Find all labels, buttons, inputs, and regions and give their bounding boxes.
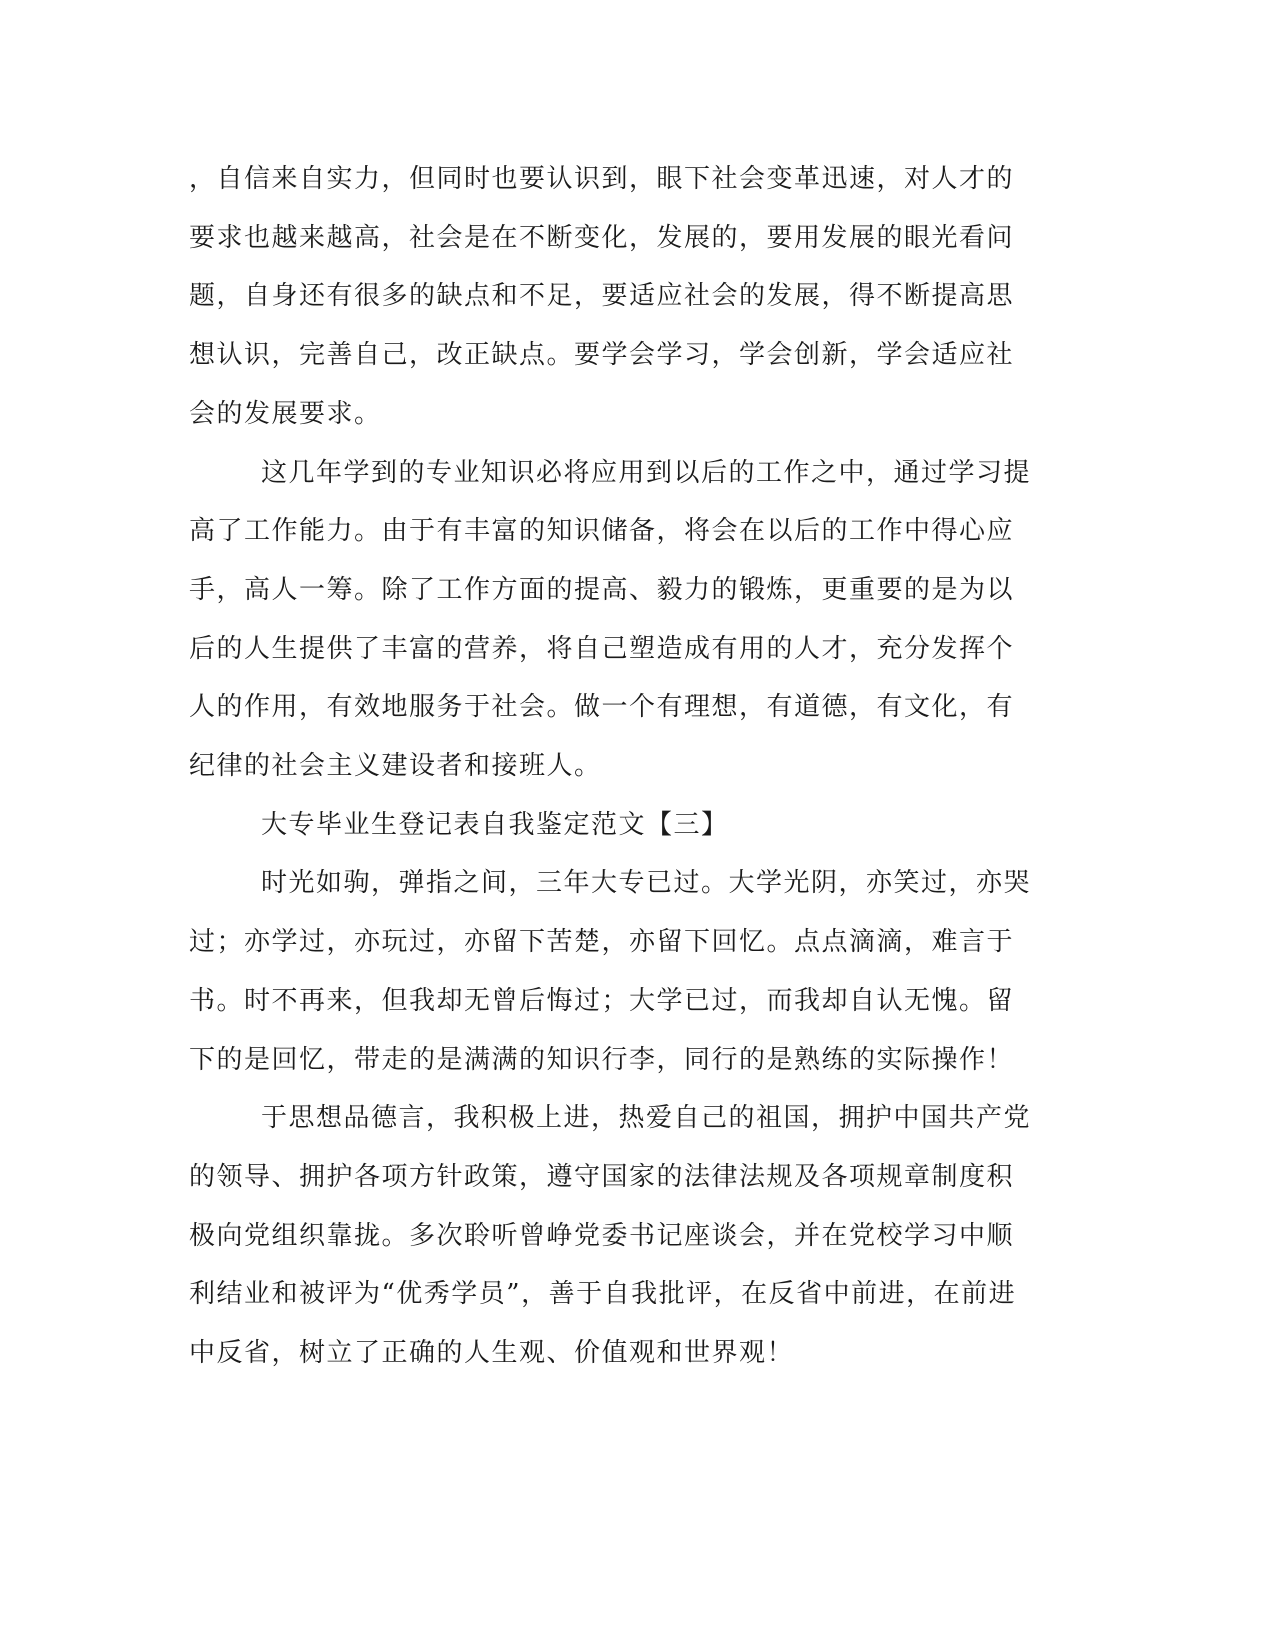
text-line: 利结业和被评为“优秀学员”，善于自我批评，在反省中前进，在前进 xyxy=(189,1279,1017,1310)
paragraph-start-line: 时光如驹，弹指之间，三年大专已过。大学光阴，亦笑过，亦哭 xyxy=(261,868,1032,899)
text-line: 后的人生提供了丰富的营养，将自己塑造成有用的人才，充分发挥个 xyxy=(189,633,1015,664)
paragraph-start-line: 这几年学到的专业知识必将应用到以后的工作之中，通过学习提 xyxy=(261,457,1032,488)
paragraph-start-line: 于思想品德言，我积极上进，热爱自己的祖国，拥护中国共产党 xyxy=(261,1103,1032,1134)
text-line: 高了工作能力。由于有丰富的知识储备，将会在以后的工作中得心应 xyxy=(189,516,1015,547)
text-line: ，自信来自实力，但同时也要认识到，眼下社会变革迅速，对人才的 xyxy=(189,164,1015,194)
section-heading: 大专毕业生登记表自我鉴定范文【三】 xyxy=(261,809,729,840)
text-line: 会的发展要求。 xyxy=(189,398,382,429)
text-line: 题，自身还有很多的缺点和不足，要适应社会的发展，得不断提高思 xyxy=(189,281,1015,312)
text-line: 书。时不再来，但我却无曾后悔过；大学已过，而我却自认无愧。留 xyxy=(189,985,1015,1016)
text-line: 过；亦学过，亦玩过，亦留下苦楚，亦留下回忆。点点滴滴，难言于 xyxy=(189,927,1015,958)
text-line: 极向党组织靠拢。多次聆听曾峥党委书记座谈会，并在党校学习中顺 xyxy=(189,1220,1015,1251)
text-line: 人的作用，有效地服务于社会。做一个有理想，有道德，有文化，有 xyxy=(189,692,1015,723)
text-line: 下的是回忆，带走的是满满的知识行李，同行的是熟练的实际操作！ xyxy=(189,1044,1015,1075)
text-line: 纪律的社会主义建设者和接班人。 xyxy=(189,751,602,781)
text-line: 想认识，完善自己，改正缺点。要学会学习，学会创新，学会适应社 xyxy=(189,340,1015,371)
text-line: 中反省，树立了正确的人生观、价值观和世界观！ xyxy=(189,1338,795,1368)
text-line: 的领导、拥护各项方针政策，遵守国家的法律法规及各项规章制度积 xyxy=(189,1161,1015,1192)
text-line: 要求也越来越高，社会是在不断变化，发展的，要用发展的眼光看问 xyxy=(189,222,1015,253)
text-line: 手，高人一筹。除了工作方面的提高、毅力的锻炼，更重要的是为以 xyxy=(189,574,1015,605)
